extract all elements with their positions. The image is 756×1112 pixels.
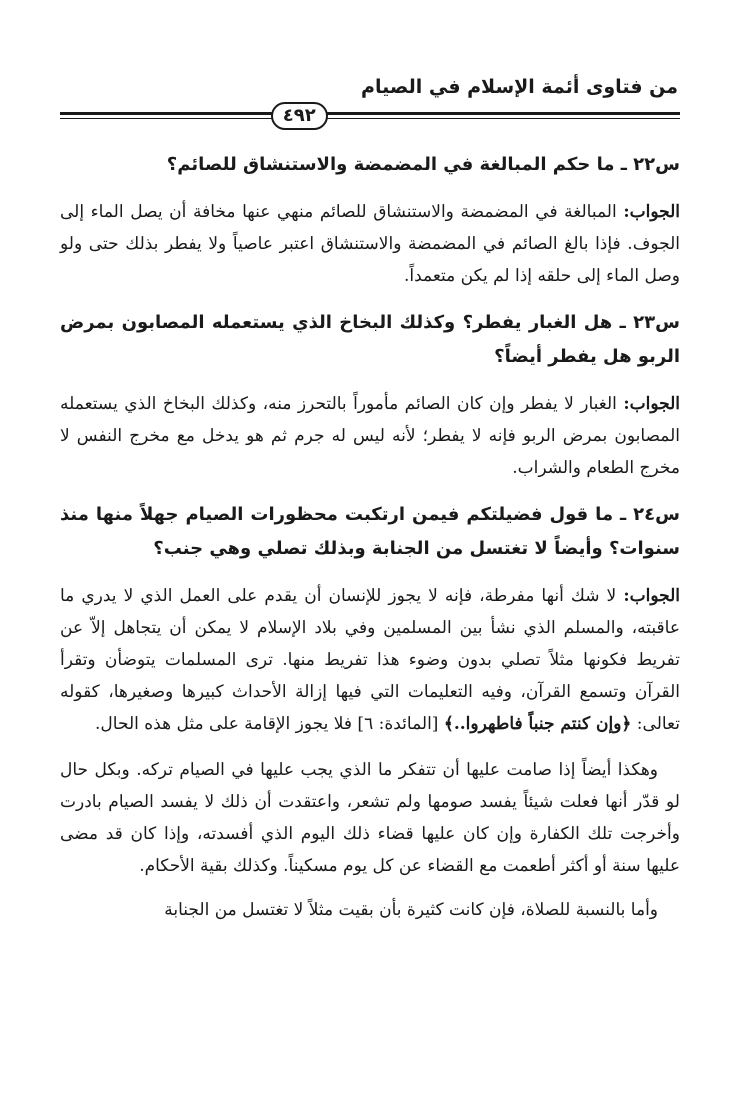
answer-label: الجواب: [623,586,680,606]
answer-22 [60,196,680,292]
answer-label: الجواب: [623,394,681,414]
answer-23-text: الغبار لا يفطر وإن كان الصائم مأموراً بالتحرز منه، وكذلك البخاخ الذي يستعمله المصابون بمرض الربو فإنه لا يفطر؛ لأنه ليس له جرم ثم هو يدخل مع مخرج النفس لا مخرج الطعام والشراب. [60,394,680,478]
question-23: س٢٣ ـ هل الغبار يفطر؟ وكذلك البخاخ الذي يستعمله المصابون بمرض الربو هل يفطر أيضاً؟ [60,312,680,367]
running-head-title: من فتاوى أئمة الإسلام في الصيام [361,76,678,98]
answer-22-text: المبالغة في المضمضة والاستنشاق للصائم منهي عنها مخافة أن يصل الماء إلى الجوف. فإذا بالغ الصائم في المضمضة والاستنشاق اعتبر عاصياً ولا يفطر بذلك حتى ولو وصل الماء إلى حلقه إذا لم يكن متعمداً. [60,202,680,286]
question-24: س٢٤ ـ ما قول فضيلتكم فيمن ارتكبت محظورات الصيام جهلاً منها منذ سنوات؟ وأيضاً لا تغتسل من الجنابة وبذلك تصلي وهي جنب؟ [60,504,680,559]
page-number: ٤٩٢ [271,102,328,130]
answer-24-tail: [المائدة: ٦] فلا يجوز الإقامة على مثل هذه الحال. [95,714,439,734]
page [60,72,680,938]
quran-verse: ﴿وإن كنتم جنباً فاطهروا..﴾ [443,714,632,734]
header-rule [60,104,680,130]
paragraph-2: وهكذا أيضاً إذا صامت عليها أن تتفكر ما الذي يجب عليها في الصيام تركه. وبكل حال لو قدّر أنها فعلت شيئاً يفسد صومها ولم تشعر، واعتقدت أن ذلك لا يفسد الصيام بادرت وأخرجت تلك الكفارة وإن كان عليها قضاء ذلك اليوم الذي أفسدته، وإذا كان قد مضى عليها سنة أو أكثر أطعمت مع القضاء عن كل يوم مسكيناً. وكذلك بقية الأحكام. [60,760,680,876]
answer-24-text: لا شك أنها مفرطة، فإنه لا يجوز للإنسان أن يقدم على العمل الذي لا يدري ما عاقبته، والمسلم الذي نشأ بين المسلمين وفي بلاد الإسلام لا يمكن أن يتجاهل إلاّ عن تفريط فكونها مثلاً تصلي بدون وضوء هذا تفريط منها. ترى المسلمات يتوضأن وتقرأ القرآن وتسمع القرآن، وفيه التعليمات التي فيها إزالة الأحداث كبيرها وصغيرها، كقوله تعالى: [60,586,680,734]
header-double-rule [60,112,680,119]
answer-24 [60,580,680,740]
question-22: س٢٢ ـ ما حكم المبالغة في المضمضة والاستنشاق للصائم؟ [166,154,680,175]
answer-label: الجواب: [623,202,681,222]
paragraph-3: وأما بالنسبة للصلاة، فإن كانت كثيرة بأن بقيت مثلاً لا تغتسل من الجنابة [164,900,658,920]
answer-23 [60,388,680,484]
